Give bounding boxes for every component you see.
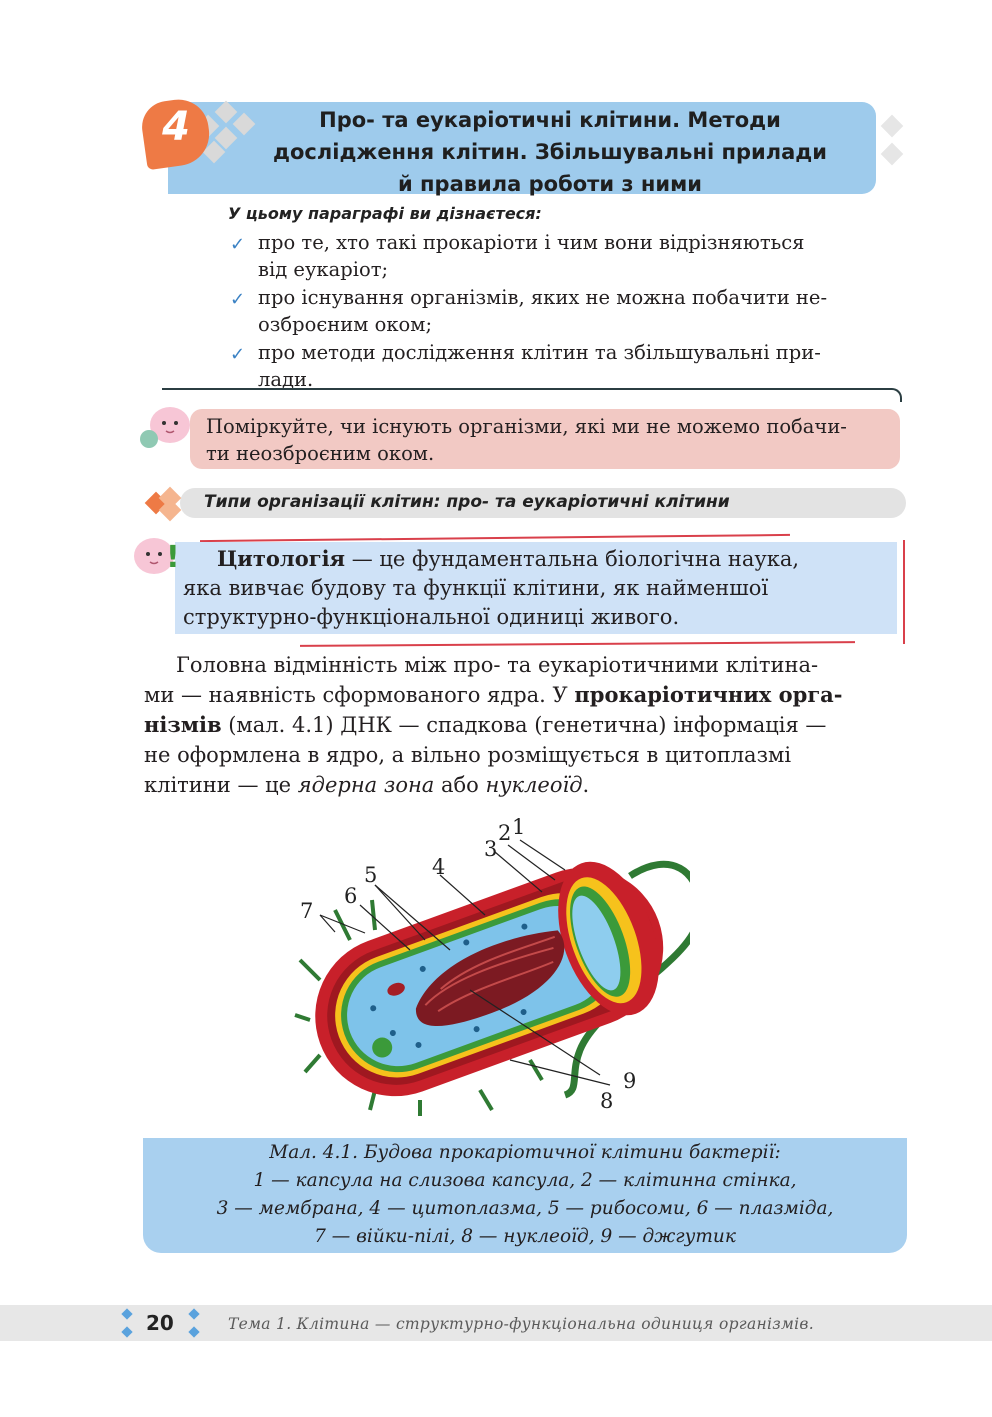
checkmark-icon: ✓ [230,234,246,255]
checkmark-icon: ✓ [230,344,246,365]
label-1: 1 [512,815,526,839]
decor-diamond [881,115,904,138]
bacteria-cell-figure [280,810,690,1120]
definition-text [183,544,895,632]
label-5: 5 [364,863,378,887]
paragraph-line: ми — наявність сформованого ядра. У прокаріотичних орга- [144,682,843,707]
think-line: ти неозброєним оком. [206,442,435,465]
paragraph-line: не оформлена в ядро, а вільно розміщується в цитоплазмі [144,743,792,767]
decor-diamond [881,143,904,166]
paragraph-line: нізмів (мал. 4.1) ДНК — спадкова (генетична) інформація — [144,712,827,737]
paragraph-line: клітини — це ядерна зона або нуклеоїд. [144,773,590,797]
learn-item-text: про методи дослідження клітин та збільшувальні при- [258,341,821,364]
learn-item-text: від еукаріот; [258,258,389,281]
page-number: 20 [146,1311,174,1335]
definition-term: Цитологія [217,546,346,571]
label-7: 7 [300,899,314,923]
caption-line: 1 — капсула на слизова капсула, 2 — клітинна стінка, [253,1170,797,1191]
title-line: й правила роботи з ними [398,172,702,196]
definition-line: структурно-функціональної одиниці живого. [183,605,680,629]
caption-line: 7 — війки-пілі, 8 — нуклеоїд, 9 — джгутик [314,1226,736,1247]
paragraph-line: Головна відмінність між про- та еукаріотичними клітина- [176,653,819,677]
gear-icon [140,430,158,448]
definition-top-rule [200,534,790,542]
label-6: 6 [344,884,358,908]
learn-heading: У цьому параграфі ви дізнаєтеся: [228,204,542,223]
title-line: Про- та еукаріотичні клітини. Методи [319,108,781,132]
divider-bracket [162,388,902,402]
caption-line: Мал. 4.1. Будова прокаріотичної клітини бактерії: [269,1142,781,1163]
paragraph-number: 4 [162,104,190,150]
learn-item-text: про те, хто такі прокаріоти і чим вони відрізняються [258,231,805,254]
checkmark-icon: ✓ [230,289,246,310]
label-9: 9 [623,1069,637,1093]
definition-side-rule [903,540,905,644]
label-2: 2 [498,821,512,845]
learn-item-text: лади. [258,368,314,391]
exclamation-icon: ! [166,540,180,575]
definition-line: — це фундаментальна біологічна наука, [345,547,800,571]
definition-bottom-rule [300,641,855,647]
label-8: 8 [600,1089,614,1113]
body-paragraph [144,650,908,800]
learn-item-text: про існування організмів, яких не можна побачити не- [258,286,828,309]
caption-line: 3 — мембрана, 4 — цитоплазма, 5 — рибосоми, 6 — плазміда, [216,1198,834,1219]
section-title: Типи організації клітин: про- та еукаріотичні клітини [204,492,730,512]
title-line: дослідження клітин. Збільшувальні прилади [273,140,827,164]
definition-line: яка вивчає будову та функції клітини, як найменшої [183,576,769,600]
label-3: 3 [484,837,498,861]
think-question [206,413,891,467]
running-footer: Тема 1. Клітина — структурно-функціональна одиниця організмів. [228,1315,814,1333]
page-title [250,104,850,200]
label-4: 4 [432,855,446,879]
learn-item-text: озброєним оком; [258,313,433,336]
think-line: Поміркуйте, чи існують організми, які ми не можемо побачи- [206,415,847,438]
